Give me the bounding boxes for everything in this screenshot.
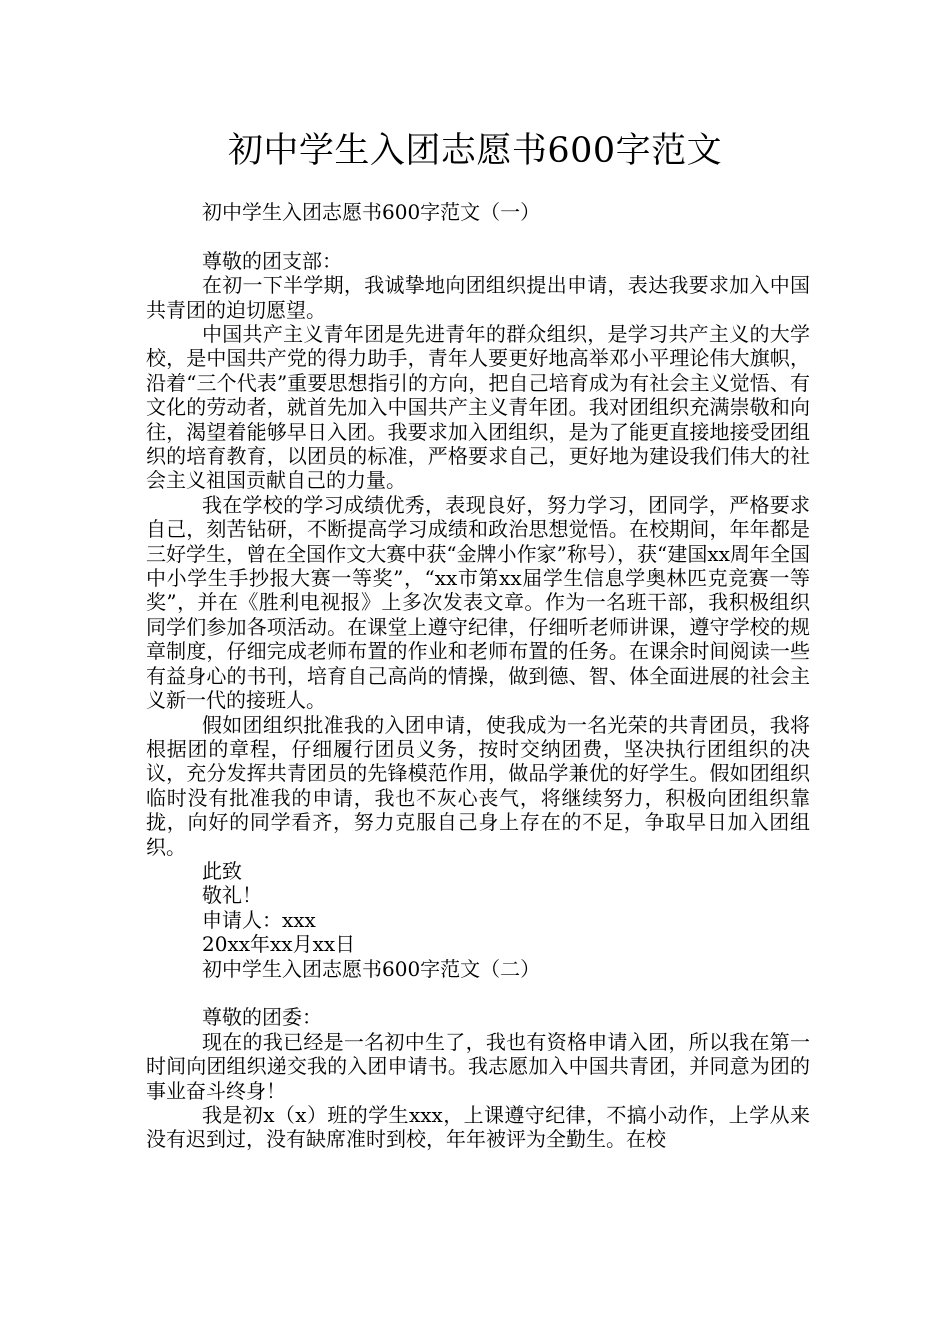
salutation: 尊敬的团支部： [202,248,342,273]
paragraph: 现在的我已经是一名初中生了，我也有资格申请入团，所以我在第一时间向团组织递交我的入团申请书。我志愿加入中国共青团，并同意为团的事业奋斗终身！ [146,1029,810,1103]
document-title: 初中学生入团志愿书600字范文 [227,131,723,171]
closing-line: 敬礼！ [202,883,262,908]
salutation: 尊敬的团委： [202,1005,322,1030]
paragraph: 假如团组织批准我的入团申请，使我成为一名光荣的共青团员，我将根据团的章程，仔细履行团员义务，按时交纳团费，坚决执行团组织的决议，充分发挥共青团员的先锋模范作用，做品学兼优的好学生。假如团组织临时没有批准我的申请，我也不灰心丧气，将继续努力，积极向团组织靠拢，向好的同学看齐，努力克服自己身上存在的不足，争取早日加入团组织。 [146,712,810,859]
section-heading: 初中学生入团志愿书600字范文（一） [202,200,541,224]
date-line: 20xx年xx月xx日 [202,932,356,957]
paragraph: 我是初x（x）班的学生xxx，上课遵守纪律，不搞小动作，上学从来没有迟到过，没有缺席准时到校，年年被评为全勤生。在校 [146,1103,810,1152]
paragraph: 我在学校的学习成绩优秀，表现良好，努力学习，团同学，严格要求自己，刻苦钻研，不断提高学习成绩和政治思想觉悟。在校期间，年年都是三好学生，曾在全国作文大赛中获“金牌小作家”称号），获“建国xx周年全国中小学生手抄报大赛一等奖”，“xx市第xx届学生信息学奥林匹克竞赛一等奖”，并在《胜利电视报》上多次发表文章。作为一名班干部，我积极组织同学们参加各项活动。在课堂上遵守纪律，仔细听老师讲课，遵守学校的规章制度，仔细完成老师布置的作业和老师布置的任务。在课余时间阅读一些有益身心的书刊，培育自己高尚的情操，做到德、智、体全面进展的社会主义新一代的接班人。 [146,492,810,713]
paragraph: 中国共产主义青年团是先进青年的群众组织，是学习共产主义的大学校，是中国共产党的得力助手，青年人要更好地高举邓小平理论伟大旗帜，沿着“三个代表”重要思想指引的方向，把自己培育成为有社会主义觉悟、有文化的劳动者，就首先加入中国共产主义青年团。我对团组织充满崇敬和向往，渴望着能够早日入团。我要求加入团组织，是为了能更直接地接受团组织的培育教育，以团员的标准，严格要求自己，更好地为建设我们伟大的社会主义祖国贡献自己的力量。 [146,322,810,493]
section-heading: 初中学生入团志愿书600字范文（二） [202,956,541,981]
closing-line: 此致 [202,858,242,883]
paragraph: 在初一下半学期，我诚挚地向团组织提出申请，表达我要求加入中国共青团的迫切愿望。 [146,273,810,322]
signature-line: 申请人：xxx [202,907,316,932]
document-body [146,200,810,1152]
